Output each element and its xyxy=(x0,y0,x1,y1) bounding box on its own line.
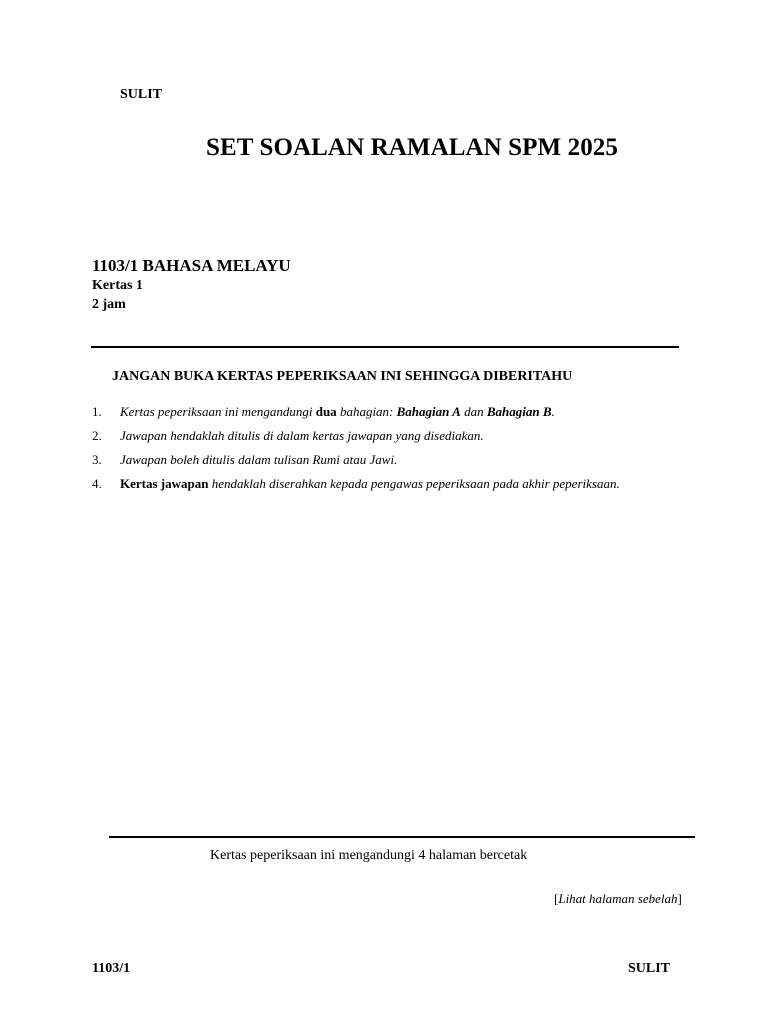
bracket-close: ] xyxy=(677,891,682,906)
paper-code-footer: 1103/1 xyxy=(92,961,131,976)
instruction-item xyxy=(92,476,620,492)
instruction-emphasis: Kertas jawapan xyxy=(120,476,209,491)
page-count-note: Kertas peperiksaan ini mengandungi 4 halaman bercetak xyxy=(210,848,528,863)
paper-number: Kertas 1 xyxy=(92,278,143,293)
sulit-label-bottom: SULIT xyxy=(628,961,671,976)
instruction-number: 4. xyxy=(92,476,102,491)
next-page-note xyxy=(554,891,682,907)
instruction-text: Jawapan boleh ditulis dalam tulisan Rumi atau Jawi. xyxy=(120,452,398,467)
subject-code-title: 1103/1 BAHASA MELAYU xyxy=(92,256,291,275)
next-page-text: Lihat halaman sebelah xyxy=(558,891,678,906)
instruction-text: Kertas peperiksaan ini mengandungi xyxy=(120,404,316,419)
exam-warning: JANGAN BUKA KERTAS PEPERIKSAAN INI SEHINGGA DIBERITAHU xyxy=(112,369,573,384)
bottom-divider xyxy=(109,836,695,838)
bracket-open: [ xyxy=(554,891,559,906)
instruction-text: Jawapan hendaklah ditulis di dalam kertas jawapan yang disediakan. xyxy=(120,428,484,443)
instruction-text: hendaklah diserahkan kepada pengawas peperiksaan pada akhir peperiksaan. xyxy=(208,476,620,491)
instruction-emphasis: Bahagian B xyxy=(486,404,552,419)
instruction-text: . xyxy=(551,404,555,419)
instruction-text: bahagian: xyxy=(336,404,397,419)
instruction-item xyxy=(92,428,484,444)
top-divider xyxy=(91,346,679,348)
instruction-number: 2. xyxy=(92,428,102,443)
exam-duration: 2 jam xyxy=(92,297,126,312)
instruction-text: dan xyxy=(460,404,487,419)
instruction-item xyxy=(92,404,555,420)
instruction-item xyxy=(92,452,397,468)
instruction-emphasis: dua xyxy=(315,404,337,419)
instruction-number: 3. xyxy=(92,452,102,467)
instruction-number: 1. xyxy=(92,404,102,419)
instruction-emphasis: Bahagian A xyxy=(396,404,461,419)
page-title: SET SOALAN RAMALAN SPM 2025 xyxy=(206,134,619,161)
sulit-label-top: SULIT xyxy=(120,87,163,102)
